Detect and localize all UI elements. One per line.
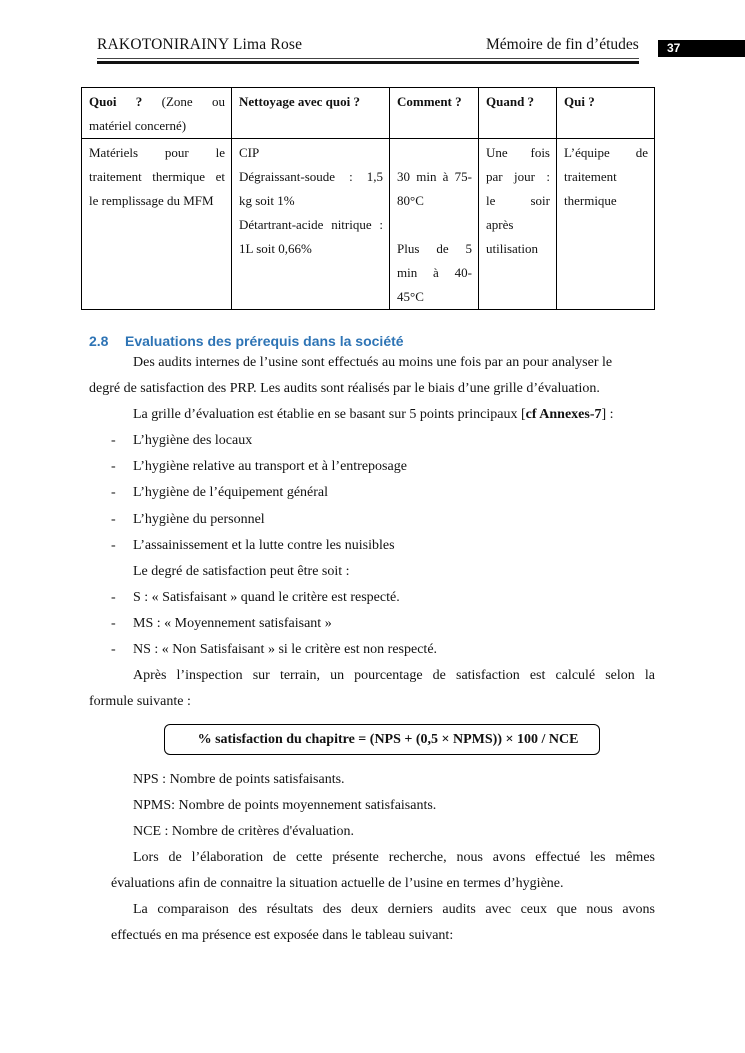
cell-line: traitement thermique et	[89, 169, 225, 184]
header-quoi: Quoi ?	[89, 94, 143, 109]
section-title: Evaluations des prérequis dans la société	[125, 333, 404, 349]
cell-line: 1L soit 0,66%	[239, 241, 312, 256]
header-cell-quoi	[82, 88, 232, 139]
cell-quand	[479, 139, 557, 310]
cell-line: utilisation	[486, 241, 538, 256]
cell-line: Plus de 5	[397, 241, 472, 256]
list-item: - L’assainissement et la lutte contre les nuisibles	[111, 538, 395, 553]
section-heading	[89, 333, 404, 349]
cell-line: kg soit 1%	[239, 193, 295, 208]
list-item: - L’hygiène des locaux	[111, 433, 253, 448]
text-span: ] :	[601, 407, 614, 422]
paragraph-line: degré de satisfaction des PRP. Les audits sont réalisés par le biais d’une grille d’évaluation.	[89, 381, 600, 396]
cell-line: L’équipe de	[564, 145, 648, 160]
list-item-text: S : « Satisfaisant » quand le critère est respecté.	[133, 590, 400, 605]
cell-line: Dégraissant-soude : 1,5	[239, 169, 383, 184]
paragraph-line: formule suivante :	[89, 694, 191, 709]
list-item: - NS : « Non Satisfaisant » si le critère est non respecté.	[111, 642, 438, 657]
cell-line: par jour :	[486, 169, 550, 184]
paragraph-line: évaluations afin de connaitre la situation actuelle de l’usine en termes d’hygiène.	[111, 876, 564, 891]
list-item-text: L’hygiène de l’équipement général	[133, 485, 329, 500]
cell-line: CIP	[239, 145, 260, 160]
header-author: RAKOTONIRAINY Lima Rose	[97, 36, 303, 53]
header-rule-thin	[97, 58, 639, 59]
list-item-text: L’assainissement et la lutte contre les nuisibles	[133, 538, 395, 553]
header-quand: Quand ?	[479, 88, 557, 139]
header-qui: Qui ?	[557, 88, 655, 139]
cell-comment	[390, 139, 479, 310]
list-item-text: L’hygiène relative au transport et à l’entreposage	[133, 459, 407, 474]
annex-reference: cf Annexes-7	[525, 407, 602, 422]
list-item: - MS : « Moyennement satisfaisant »	[111, 616, 332, 631]
definition-line: NCE : Nombre de critères d'évaluation.	[133, 824, 355, 839]
cell-line: 80°C	[397, 193, 424, 208]
cell-qui	[557, 139, 655, 310]
list-item: - L’hygiène relative au transport et à l’entreposage	[111, 459, 407, 474]
cell-quoi	[82, 139, 232, 310]
header-quoi-line2: matériel concerné)	[89, 118, 187, 133]
cell-line: Détartrant-acide nitrique :	[239, 217, 383, 232]
definition-line: NPMS: Nombre de points moyennement satisfaisants.	[133, 798, 437, 813]
paragraph-line: Le degré de satisfaction peut être soit :	[133, 564, 350, 579]
header-comment: Comment ?	[390, 88, 479, 139]
paragraph-line: La comparaison des résultats des deux derniers audits avec ceux que nous avons	[133, 902, 655, 917]
cell-nettoyage	[232, 139, 390, 310]
list-item-text: L’hygiène des locaux	[133, 433, 253, 448]
table-row	[82, 139, 655, 310]
cell-line: min à 40-	[397, 265, 472, 280]
section-number: 2.8	[89, 333, 109, 349]
cell-line: le remplissage du MFM	[89, 193, 214, 208]
table-header-row	[82, 88, 655, 139]
list-item: - L’hygiène de l’équipement général	[111, 485, 329, 500]
page-number: 37	[658, 40, 745, 57]
cell-line: Une fois	[486, 145, 550, 160]
paragraph-line: Après l’inspection sur terrain, un pourcentage de satisfaction est calculé selon la	[133, 668, 655, 683]
list-item: - L’hygiène du personnel	[111, 512, 265, 527]
list-item-text: MS : « Moyennement satisfaisant »	[133, 616, 332, 631]
cell-line: Matériels pour le	[89, 145, 225, 160]
definition-line: NPS : Nombre de points satisfaisants.	[133, 772, 345, 787]
list-item-text: NS : « Non Satisfaisant » si le critère est non respecté.	[133, 642, 438, 657]
text-span: La grille d’évaluation est établie en se basant sur 5 points principaux [	[133, 407, 526, 422]
paragraph-line: effectués en ma présence est exposée dans le tableau suivant:	[111, 928, 454, 943]
header-nettoyage: Nettoyage avec quoi ?	[232, 88, 390, 139]
paragraph-line	[133, 402, 614, 428]
cell-line: traitement	[564, 169, 617, 184]
cell-line: 30 min à 75-	[397, 169, 472, 184]
cleaning-table	[81, 87, 655, 310]
cell-line: 45°C	[397, 289, 424, 304]
paragraph-line: Lors de l’élaboration de cette présente recherche, nous avons effectué les mêmes	[133, 850, 655, 865]
header-document-title: Mémoire de fin d’études	[486, 36, 639, 53]
header-quoi-zone: (Zone ou	[161, 94, 225, 109]
cell-line: après	[486, 217, 514, 232]
paragraph-line: Des audits internes de l’usine sont effectués au moins une fois par an pour analyser le	[133, 355, 613, 370]
cell-line: le soir	[486, 193, 550, 208]
list-item: - S : « Satisfaisant » quand le critère est respecté.	[111, 590, 400, 605]
formula-box: % satisfaction du chapitre = (NPS + (0,5 × NPMS)) × 100 / NCE	[164, 724, 600, 755]
header-rule-thick	[97, 61, 639, 64]
cell-line: thermique	[564, 193, 617, 208]
list-item-text: L’hygiène du personnel	[133, 512, 265, 527]
